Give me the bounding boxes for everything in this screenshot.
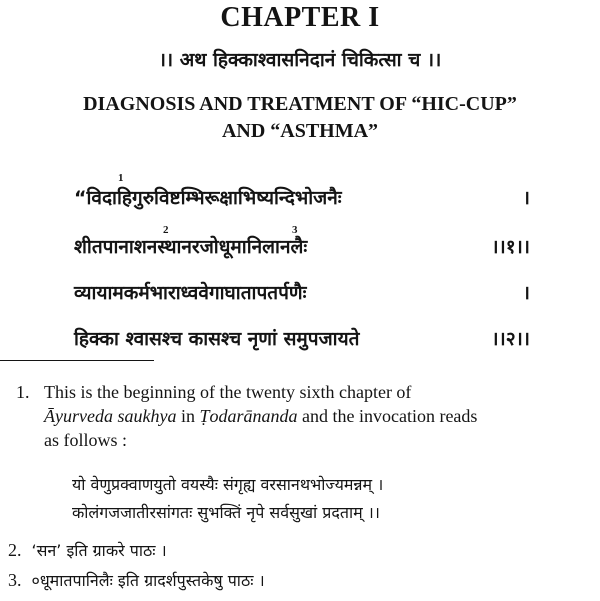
footnote-1-line-2 <box>44 404 592 428</box>
verse-mark: ।।२।। <box>491 328 530 350</box>
verse-line-2 <box>74 232 530 262</box>
english-chapter-heading <box>0 91 600 145</box>
verse-mark: । <box>522 187 530 209</box>
verse-line-4 <box>74 324 530 354</box>
footnote-number: 3. <box>8 570 22 590</box>
sanskrit-chapter-heading: ।। अथ हिक्काश्वासनिदानं चिकित्सा च ।। <box>158 49 442 71</box>
invocation-line-1: यो वेणुप्रक्वाणयुतो वयस्यैः संगृह्य वरसानथभोज्यमन्नम् । <box>72 475 384 494</box>
footnote-divider <box>0 360 154 361</box>
verse-line-3 <box>74 278 530 308</box>
verse-mark: । <box>522 282 530 304</box>
footnote-number: 1. <box>16 382 30 402</box>
verse-mark: ।।१।। <box>491 236 530 258</box>
footnote-ref-3: 3 <box>292 224 298 236</box>
footnote-1-line-3: as follows : <box>44 430 127 450</box>
chapter-title: CHAPTER I <box>220 2 380 33</box>
footnote-text: and the invocation reads <box>297 406 478 426</box>
verse-text: “विदाहिगुरुविष्टम्भिरूक्षाभिष्यन्दिभोजनैः <box>74 187 342 209</box>
verse-text: शीतपानाशनस्थानरजोधूमानिलानलैः <box>74 236 308 258</box>
verse-text: व्यायामकर्मभाराध्ववेगाघातापतर्पणैः <box>74 282 307 304</box>
footnote-1-line-1: This is the beginning of the twenty sixth chapter of <box>44 382 412 402</box>
verse-text: हिक्का श्वासश्च कासश्च नृणां समुपजायते <box>74 328 360 350</box>
footnote-number: 2. <box>8 540 22 560</box>
footnote-2 <box>8 538 167 563</box>
book-title-italic: Āyurveda saukhya <box>44 406 177 426</box>
verse-line-1 <box>74 183 530 213</box>
english-heading-line-2: AND “ASTHMA” <box>221 120 379 142</box>
invocation-line-2: कोलंगजजातीरसांगतः सुभक्तिं नृपे सर्वसुखां प्रदताम् ।। <box>72 503 380 522</box>
english-heading-line-1: DIAGNOSIS AND TREATMENT OF “HIC-CUP” <box>83 93 517 115</box>
footnote-ref-2: 2 <box>163 224 169 236</box>
footnote-text: ०धूमातपानिलैः इति ग्रादर्शपुस्तकेषु पाठः । <box>31 571 265 590</box>
footnote-3 <box>8 568 265 593</box>
footnote-text: in <box>176 406 200 426</box>
footnote-text: ‘सन’ इति ग्राकरे पाठः । <box>31 541 167 560</box>
book-title-italic: Ṭodarānanda <box>199 406 298 426</box>
footnote-ref-1: 1 <box>118 172 124 184</box>
